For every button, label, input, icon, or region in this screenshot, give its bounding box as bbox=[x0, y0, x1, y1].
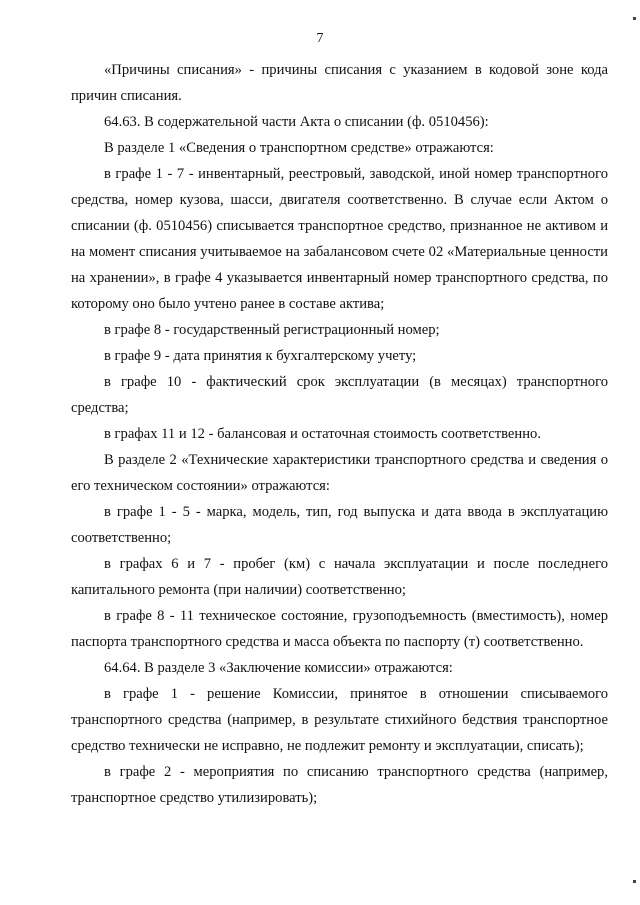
page-number: 7 bbox=[316, 31, 324, 46]
paragraph-columns-6-7: в графах 6 и 7 - пробег (км) с начала эксплуатации и после последнего капитального ремонта (при наличии) соответственно; bbox=[71, 556, 608, 598]
paragraph-columns-1-7: в графе 1 - 7 - инвентарный, реестровый, заводской, иной номер транспортного средства, номер кузова, шасси, двигателя соответственно. В случае если Актом о списании (ф. 0510456) списывается транспортное средство, признанное не активом и на момент списания учитываемое на забалансовом счете 02 «Материальные ценности на хранении», в графе 4 указывается инвентарный номер транспортного средства, по которому оно было учтено ранее в составе актива; bbox=[71, 166, 608, 312]
paragraph-columns-1-5: в графе 1 - 5 - марка, модель, тип, год выпуска и дата ввода в эксплуатацию соответственно; bbox=[71, 504, 608, 546]
paragraph-columns-11-12: в графах 11 и 12 - балансовая и остаточная стоимость соответственно. bbox=[104, 426, 541, 442]
paragraph-64-64: 64.64. В разделе 3 «Заключение комиссии» отражаются: bbox=[104, 660, 453, 676]
paragraph-column-2-measures: в графе 2 - мероприятия по списанию транспортного средства (например, транспортное средство утилизировать); bbox=[71, 764, 608, 806]
paragraph-section-1-heading: В разделе 1 «Сведения о транспортном средстве» отражаются: bbox=[104, 140, 494, 156]
document-body bbox=[71, 57, 608, 811]
scan-edge-mark-bottom bbox=[633, 880, 636, 883]
paragraph-column-10: в графе 10 - фактический срок эксплуатации (в месяцах) транспортного средства; bbox=[71, 374, 608, 416]
paragraph-section-2-heading: В разделе 2 «Технические характеристики транспортного средства и сведения о его техническом состоянии» отражаются: bbox=[71, 452, 608, 494]
paragraph-column-8: в графе 8 - государственный регистрационный номер; bbox=[104, 322, 440, 338]
paragraph-columns-8-11: в графе 8 - 11 техническое состояние, грузоподъемность (вместимость), номер паспорта транспортного средства и масса объекта по паспорту (т) соответственно. bbox=[71, 608, 608, 650]
paragraph-column-1-decision: в графе 1 - решение Комиссии, принятое в отношении списываемого транспортного средства (например, в результате стихийного бедствия транспортное средство технически не исправно, не подлежит ремонту и эксплуатации, списать); bbox=[71, 686, 608, 754]
scan-edge-mark-top bbox=[633, 17, 636, 20]
paragraph-64-63: 64.63. В содержательной части Акта о списании (ф. 0510456): bbox=[104, 114, 489, 130]
paragraph-write-off-reasons: «Причины списания» - причины списания с указанием в кодовой зоне кода причин списания. bbox=[71, 62, 608, 104]
paragraph-column-9: в графе 9 - дата принятия к бухгалтерскому учету; bbox=[104, 348, 417, 364]
